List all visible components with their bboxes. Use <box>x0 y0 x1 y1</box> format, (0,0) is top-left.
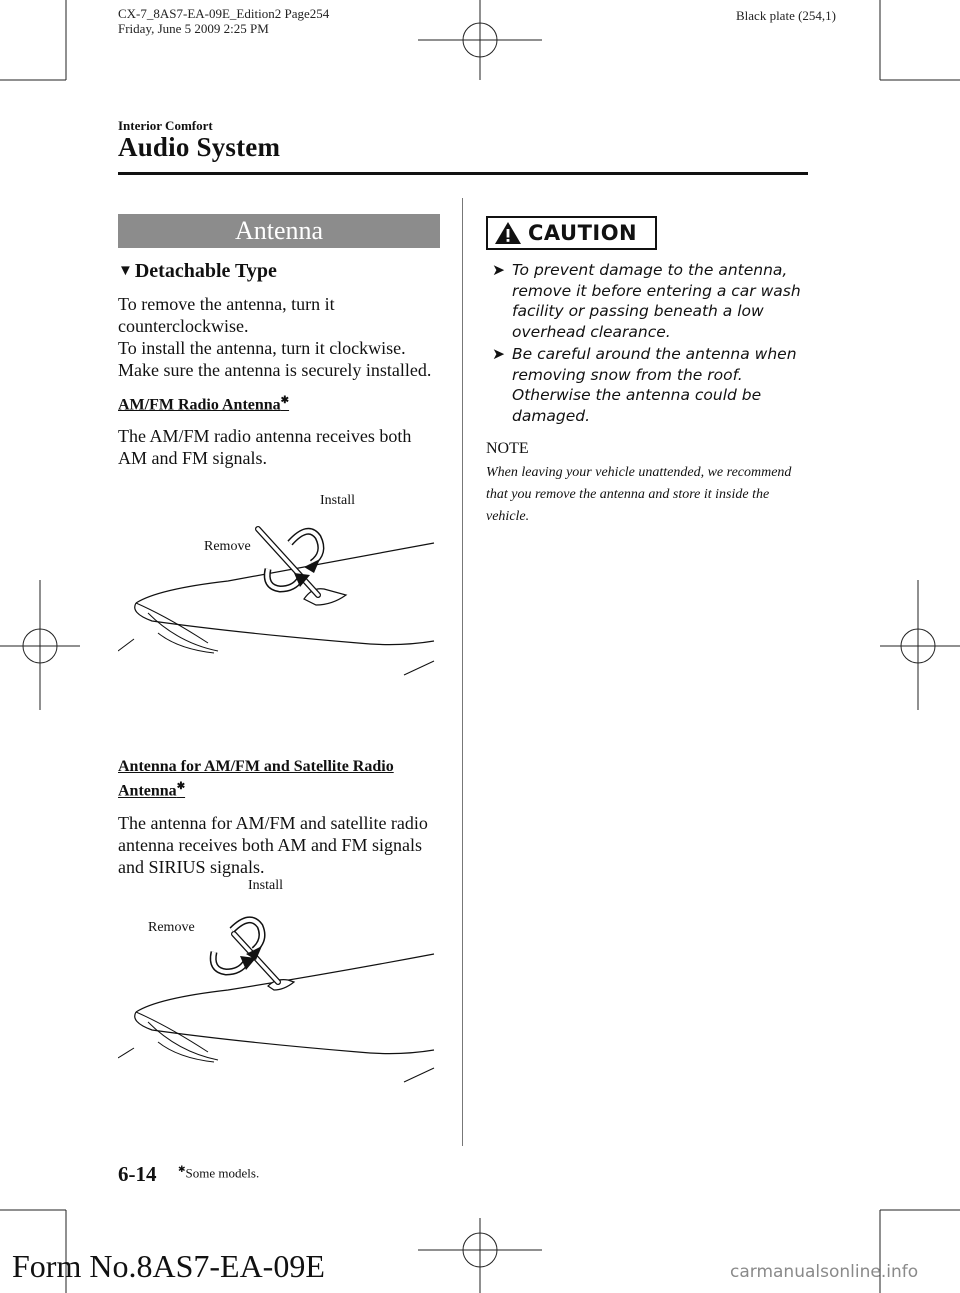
subheading-detachable <box>118 260 440 283</box>
section-label: Interior Comfort <box>118 118 213 133</box>
print-file-line: CX-7_8AS7-EA-09E_Edition2 Page254 <box>118 6 330 21</box>
column-divider <box>462 198 463 1146</box>
arrow-bullet-icon: ➤ <box>492 345 505 363</box>
footnote-text: Some models. <box>185 1165 260 1181</box>
note-title: NOTE <box>486 440 529 457</box>
left-column <box>118 214 440 1130</box>
am-fm-antenna-figure <box>118 493 440 717</box>
plate-info: Black plate (254,1) <box>736 8 836 23</box>
intro-install: To install the antenna, turn it clockwise. <box>118 338 406 358</box>
print-info <box>118 6 329 36</box>
satellite-heading-text: Antenna for AM/FM and Satellite Radio Antenna <box>118 758 394 800</box>
caution-item <box>486 260 808 342</box>
intro-paragraph <box>118 293 440 381</box>
subheading-text: Detachable Type <box>134 260 277 282</box>
caution-item <box>486 344 808 426</box>
intro-remove: To remove the antenna, turn it counterclockwise. <box>118 294 335 336</box>
print-date-line: Friday, June 5 2009 2:25 PM <box>118 21 269 36</box>
satellite-text: The antenna for AM/FM and satellite radio antenna receives both AM and FM signals and SIRIUS signals. <box>118 812 428 877</box>
note-text: When leaving your vehicle unattended, we recommend that you remove the antenna and store it inside the vehicle. <box>486 465 792 524</box>
caution-item-text: To prevent damage to the antenna, remove it before entering a car wash facility or passing beneath a low overhead clearance. <box>512 261 801 341</box>
remove-label: Remove <box>204 539 251 555</box>
satellite-antenna-figure <box>118 877 440 1124</box>
warning-triangle-icon <box>494 221 522 245</box>
am-fm-antenna-illustration <box>118 493 440 717</box>
footnote <box>178 1164 259 1181</box>
satellite-antenna-illustration <box>118 908 440 1124</box>
am-fm-text: The AM/FM radio antenna receives both AM and FM signals. <box>118 426 412 469</box>
form-number: Form No.8AS7-EA-09E <box>12 1248 325 1284</box>
asterisk-icon: ✱ <box>178 1164 186 1174</box>
satellite-heading <box>118 757 440 801</box>
caution-box <box>486 216 657 250</box>
asterisk-icon: ✱ <box>176 781 186 793</box>
am-fm-heading <box>118 391 440 415</box>
title-rule <box>118 172 808 175</box>
am-fm-heading-text: AM/FM Radio Antenna <box>118 396 281 414</box>
triangle-down-icon: ▼ <box>118 263 133 279</box>
page-title: Audio System <box>118 132 281 162</box>
install-label: Install <box>248 877 283 893</box>
caution-label: CAUTION <box>528 221 638 245</box>
install-label: Install <box>320 493 355 509</box>
intro-secure: Make sure the antenna is securely installed. <box>118 360 432 380</box>
arrow-bullet-icon: ➤ <box>492 261 505 279</box>
watermark: carmanualsonline.info <box>730 1262 919 1282</box>
right-column <box>486 214 808 528</box>
caution-item-text: Be careful around the antenna when removing snow from the roof. Otherwise the antenna could be damaged. <box>512 345 797 425</box>
caution-list <box>486 260 808 426</box>
page-number: 6-14 <box>118 1162 157 1186</box>
remove-label: Remove <box>148 919 195 935</box>
asterisk-icon: ✱ <box>280 395 290 406</box>
antenna-banner: Antenna <box>118 214 440 248</box>
